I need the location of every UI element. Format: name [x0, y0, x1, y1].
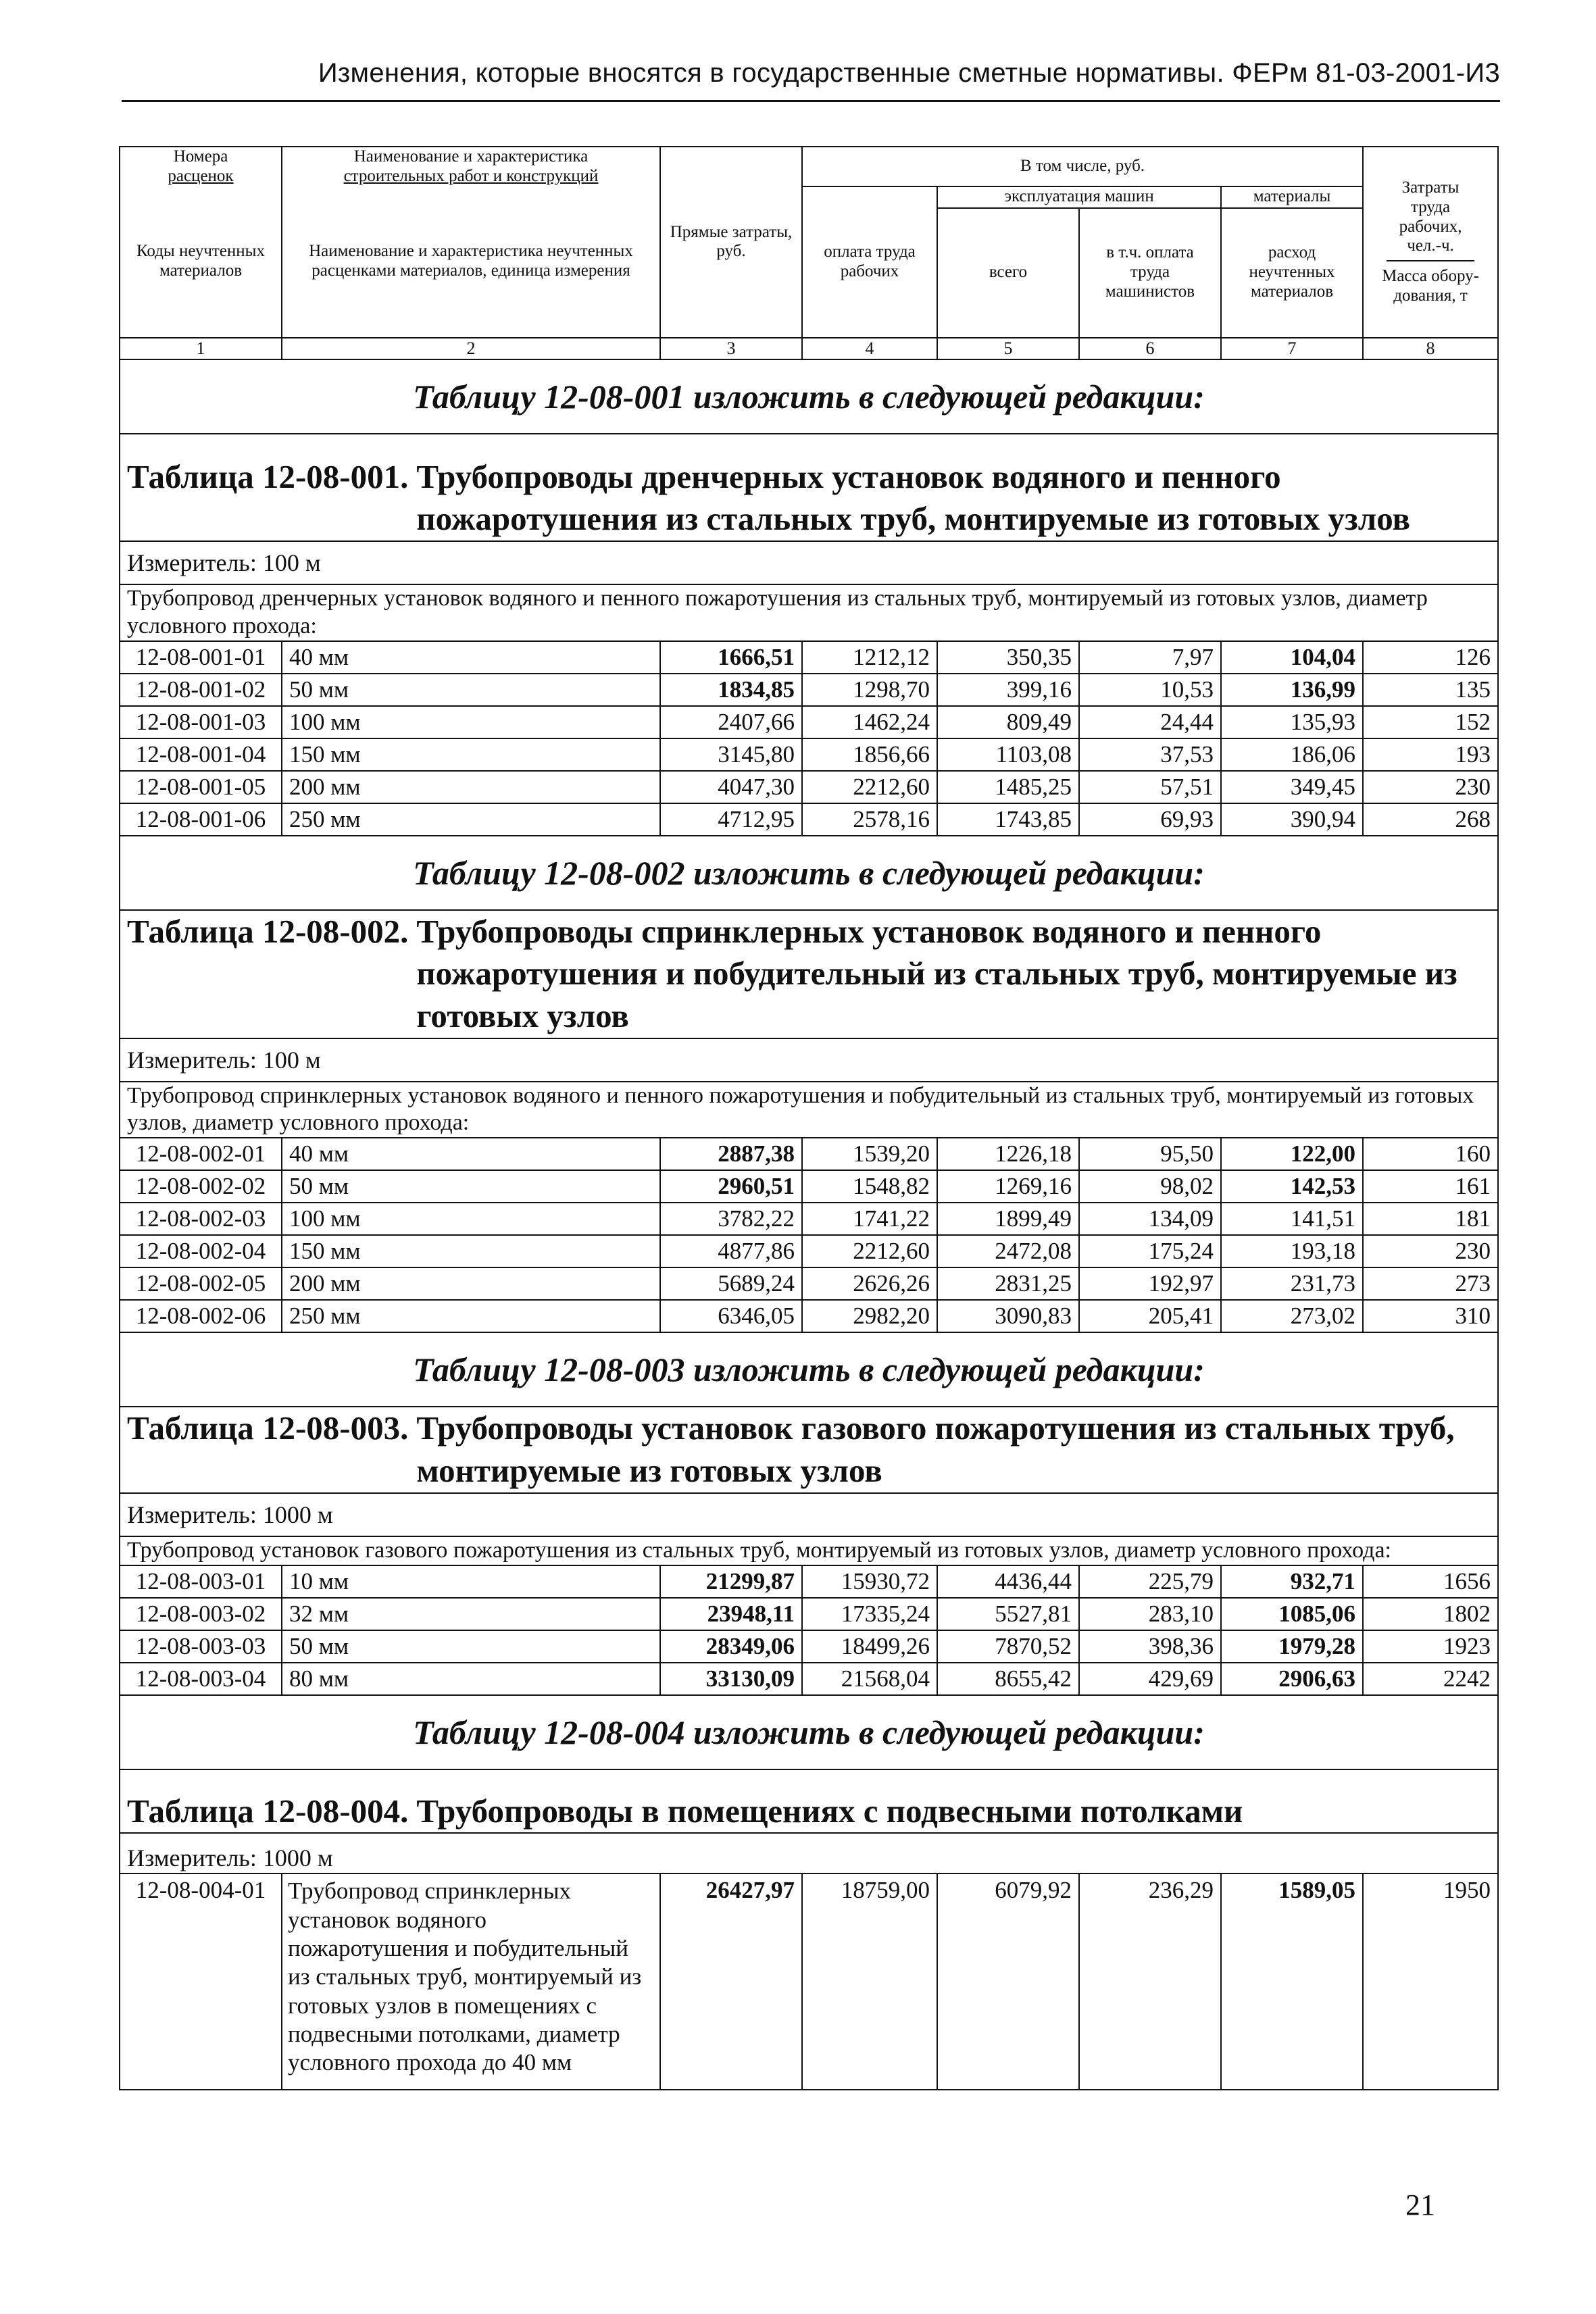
measure-row	[120, 1833, 1498, 1873]
machines-total: 1899,49	[937, 1203, 1079, 1235]
materials-cost: 141,51	[1221, 1203, 1363, 1235]
machinists-pay: 134,09	[1079, 1203, 1221, 1235]
rate-code: 12-08-002-05	[120, 1267, 282, 1300]
table-title-code: Таблица 12-08-001.	[127, 457, 409, 495]
table-row	[120, 803, 1498, 836]
col-head-mass-text: Масса обору-дования, т	[1382, 267, 1479, 305]
table-row	[120, 1138, 1498, 1170]
col-number: 3	[660, 338, 802, 359]
measure-text: Измеритель: 100 м	[120, 541, 1498, 584]
machinists-pay: 236,29	[1079, 1873, 1221, 2090]
rate-name: 200 мм	[282, 771, 660, 803]
labor-pay: 1462,24	[802, 706, 937, 738]
labor-hours: 1923	[1363, 1630, 1498, 1663]
labor-hours: 273	[1363, 1267, 1498, 1300]
col-head-nomera: Номера расценок	[120, 147, 282, 186]
rate-code: 12-08-002-03	[120, 1203, 282, 1235]
col-head-name-top: Наименование и характеристика строительных работ и конструкций	[282, 147, 660, 186]
measure-text: Измеритель: 1000 м	[120, 1493, 1498, 1536]
labor-hours: 193	[1363, 738, 1498, 771]
col-head-name-bottom: Наименование и характеристика неучтенных расценками материалов, единица измерения	[282, 186, 660, 338]
column-header-row-2	[120, 186, 1498, 208]
rate-name: 50 мм	[282, 674, 660, 706]
instruction-row	[120, 836, 1498, 910]
table-title	[120, 1769, 1498, 1834]
direct-costs: 3782,22	[660, 1203, 802, 1235]
measure-text: Измеритель: 1000 м	[120, 1833, 1498, 1873]
machines-total: 6079,92	[937, 1873, 1079, 2090]
direct-costs: 2960,51	[660, 1170, 802, 1203]
materials-cost: 122,00	[1221, 1138, 1363, 1170]
table-title-name: Трубопроводы в помещениях с подвесными потолками	[416, 1792, 1243, 1830]
materials-cost: 1589,05	[1221, 1873, 1363, 2090]
machinists-pay: 398,36	[1079, 1630, 1221, 1663]
col-head-incl: В том числе, руб.	[802, 147, 1363, 186]
labor-pay: 18499,26	[802, 1630, 937, 1663]
table-row	[120, 641, 1498, 674]
labor-pay: 1298,70	[802, 674, 937, 706]
materials-cost: 1979,28	[1221, 1630, 1363, 1663]
machinists-pay: 175,24	[1079, 1235, 1221, 1267]
rate-name: 50 мм	[282, 1630, 660, 1663]
labor-pay: 1856,66	[802, 738, 937, 771]
direct-costs: 21299,87	[660, 1565, 802, 1598]
machines-total: 1485,25	[937, 771, 1079, 803]
rate-name: 100 мм	[282, 1203, 660, 1235]
labor-hours: 152	[1363, 706, 1498, 738]
machinists-pay: 205,41	[1079, 1300, 1221, 1332]
rate-code: 12-08-001-05	[120, 771, 282, 803]
labor-hours: 160	[1363, 1138, 1498, 1170]
machinists-pay: 225,79	[1079, 1565, 1221, 1598]
direct-costs: 23948,11	[660, 1598, 802, 1630]
labor-hours: 230	[1363, 1235, 1498, 1267]
machines-total: 350,35	[937, 641, 1079, 674]
page-number: 21	[1405, 2188, 1435, 2221]
materials-cost: 186,06	[1221, 738, 1363, 771]
instruction-row	[120, 359, 1498, 434]
machines-total: 3090,83	[937, 1300, 1079, 1332]
description-row	[120, 584, 1498, 641]
table-row	[120, 1873, 1498, 2090]
labor-pay: 2626,26	[802, 1267, 937, 1300]
measure-row	[120, 541, 1498, 584]
rate-code: 12-08-003-04	[120, 1663, 282, 1695]
normative-table	[119, 146, 1497, 2090]
machines-total: 1269,16	[937, 1170, 1079, 1203]
rate-name: 100 мм	[282, 706, 660, 738]
labor-pay: 1539,20	[802, 1138, 937, 1170]
direct-costs: 4712,95	[660, 803, 802, 836]
rate-name: 10 мм	[282, 1565, 660, 1598]
labor-hours: 1802	[1363, 1598, 1498, 1630]
materials-cost: 1085,06	[1221, 1598, 1363, 1630]
materials-cost: 142,53	[1221, 1170, 1363, 1203]
rate-code: 12-08-002-04	[120, 1235, 282, 1267]
rate-name: 150 мм	[282, 738, 660, 771]
rate-code: 12-08-001-03	[120, 706, 282, 738]
col-head-direct: Прямые затраты, руб.	[660, 147, 802, 338]
rate-code: 12-08-003-01	[120, 1565, 282, 1598]
col-head-oplata: оплата труда рабочих	[802, 186, 937, 338]
table-title	[120, 1407, 1498, 1492]
machinists-pay: 192,97	[1079, 1267, 1221, 1300]
table-title-code: Таблица 12-08-003.	[127, 1409, 409, 1447]
rate-name: 40 мм	[282, 1138, 660, 1170]
col-head-machines: эксплуатация машин	[937, 186, 1221, 208]
materials-cost: 390,94	[1221, 803, 1363, 836]
measure-row	[120, 1038, 1498, 1082]
table-row	[120, 706, 1498, 738]
machines-total: 5527,81	[937, 1598, 1079, 1630]
instruction-text: Таблицу 12-08-002 изложить в следующей редакции:	[120, 836, 1498, 910]
rate-name: 32 мм	[282, 1598, 660, 1630]
measure-row	[120, 1493, 1498, 1536]
rate-code: 12-08-001-06	[120, 803, 282, 836]
direct-costs: 2887,38	[660, 1138, 802, 1170]
labor-hours: 310	[1363, 1300, 1498, 1332]
materials-cost: 273,02	[1221, 1300, 1363, 1332]
measure-text: Измеритель: 100 м	[120, 1038, 1498, 1082]
labor-pay: 1548,82	[802, 1170, 937, 1203]
labor-pay: 18759,00	[802, 1873, 937, 2090]
labor-hours: 135	[1363, 674, 1498, 706]
col-number: 2	[282, 338, 660, 359]
page-header: Изменения, которые вносятся в государственные сметные нормативы. ФЕРм 81-03-2001-И3	[318, 58, 1500, 88]
machines-total: 4436,44	[937, 1565, 1079, 1598]
table-row	[120, 1235, 1498, 1267]
machinists-pay: 95,50	[1079, 1138, 1221, 1170]
direct-costs: 5689,24	[660, 1267, 802, 1300]
column-header-row-1	[120, 147, 1498, 186]
table-title-code: Таблица 12-08-004.	[127, 1792, 409, 1830]
direct-costs: 28349,06	[660, 1630, 802, 1663]
description-text: Трубопровод установок газового пожаротушения из стальных труб, монтируемый из готовых узлов, диаметр условного прохода:	[120, 1536, 1498, 1565]
table-row	[120, 674, 1498, 706]
machinists-pay: 69,93	[1079, 803, 1221, 836]
col-number: 1	[120, 338, 282, 359]
rate-code: 12-08-004-01	[120, 1873, 282, 2090]
rate-code: 12-08-002-06	[120, 1300, 282, 1332]
materials-cost: 231,73	[1221, 1267, 1363, 1300]
direct-costs: 4047,30	[660, 771, 802, 803]
col-head-vsego: всего	[937, 208, 1079, 338]
description-text: Трубопровод дренчерных установок водяного и пенного пожаротушения из стальных труб, монтируемый из готовых узлов, диаметр условного прохода:	[120, 584, 1498, 641]
labor-pay: 15930,72	[802, 1565, 937, 1598]
table-row	[120, 738, 1498, 771]
rate-code: 12-08-003-02	[120, 1598, 282, 1630]
materials-cost: 104,04	[1221, 641, 1363, 674]
labor-pay: 1741,22	[802, 1203, 937, 1235]
labor-pay: 2212,60	[802, 771, 937, 803]
machinists-pay: 37,53	[1079, 738, 1221, 771]
description-row	[120, 1536, 1498, 1565]
materials-cost: 2906,63	[1221, 1663, 1363, 1695]
machines-total: 2831,25	[937, 1267, 1079, 1300]
col-head-rashod: расход неучтенных материалов	[1221, 208, 1363, 338]
table-title-name: Трубопроводы установок газового пожаротушения из стальных труб, монтируемые из готовых узлов	[416, 1409, 1455, 1489]
instruction-text: Таблицу 12-08-004 изложить в следующей редакции:	[120, 1695, 1498, 1769]
table-row	[120, 1170, 1498, 1203]
table-title-name: Трубопроводы дренчерных установок водяного и пенного пожаротушения из стальных труб, монтируемые из готовых узлов	[416, 457, 1410, 538]
labor-pay: 1212,12	[802, 641, 937, 674]
direct-costs: 33130,09	[660, 1663, 802, 1695]
col-head-labor-text: Затраты труда рабочих, чел.-ч.	[1387, 178, 1474, 261]
rate-name: 200 мм	[282, 1267, 660, 1300]
machinists-pay: 24,44	[1079, 706, 1221, 738]
machinists-pay: 10,53	[1079, 674, 1221, 706]
rate-code: 12-08-001-02	[120, 674, 282, 706]
col-number: 5	[937, 338, 1079, 359]
rate-name: 40 мм	[282, 641, 660, 674]
labor-hours: 181	[1363, 1203, 1498, 1235]
rate-code: 12-08-002-01	[120, 1138, 282, 1170]
table-title-row	[120, 434, 1498, 541]
rate-code: 12-08-002-02	[120, 1170, 282, 1203]
table-row	[120, 1300, 1498, 1332]
direct-costs: 1834,85	[660, 674, 802, 706]
materials-cost: 193,18	[1221, 1235, 1363, 1267]
machinists-pay: 7,97	[1079, 641, 1221, 674]
machines-total: 1103,08	[937, 738, 1079, 771]
col-number: 4	[802, 338, 937, 359]
machinists-pay: 57,51	[1079, 771, 1221, 803]
description-text: Трубопровод спринклерных установок водяного и пенного пожаротушения и побудительный из стальных труб, монтируемый из готовых узлов, диаметр условного прохода:	[120, 1082, 1498, 1138]
table-row	[120, 1663, 1498, 1695]
direct-costs: 6346,05	[660, 1300, 802, 1332]
labor-hours: 230	[1363, 771, 1498, 803]
machines-total: 809,49	[937, 706, 1079, 738]
col-number: 8	[1363, 338, 1498, 359]
machines-total: 1743,85	[937, 803, 1079, 836]
table-title	[120, 434, 1498, 541]
labor-hours: 1656	[1363, 1565, 1498, 1598]
machines-total: 2472,08	[937, 1235, 1079, 1267]
col-number: 7	[1221, 338, 1363, 359]
labor-pay: 2578,16	[802, 803, 937, 836]
table-row	[120, 1267, 1498, 1300]
description-row	[120, 1082, 1498, 1138]
direct-costs: 2407,66	[660, 706, 802, 738]
col-head-machinists: в т.ч. оплата труда машинистов	[1079, 208, 1221, 338]
rate-name: 250 мм	[282, 803, 660, 836]
labor-hours: 161	[1363, 1170, 1498, 1203]
materials-cost: 349,45	[1221, 771, 1363, 803]
instruction-row	[120, 1695, 1498, 1769]
machines-total: 7870,52	[937, 1630, 1079, 1663]
header-rule	[122, 100, 1500, 102]
col-head-materials: материалы	[1221, 186, 1363, 208]
table-title-row	[120, 1769, 1498, 1834]
rate-name: 150 мм	[282, 1235, 660, 1267]
materials-cost: 135,93	[1221, 706, 1363, 738]
table-title-name: Трубопроводы спринклерных установок водяного и пенного пожаротушения и побудительный из стальных труб, монтируемые из готовых узлов	[416, 912, 1457, 1034]
machines-total: 399,16	[937, 674, 1079, 706]
labor-pay: 2212,60	[802, 1235, 937, 1267]
table-row	[120, 1630, 1498, 1663]
table-row	[120, 1203, 1498, 1235]
machines-total: 1226,18	[937, 1138, 1079, 1170]
rate-name: 50 мм	[282, 1170, 660, 1203]
machines-total: 8655,42	[937, 1663, 1079, 1695]
labor-hours: 1950	[1363, 1873, 1498, 2090]
table-row	[120, 771, 1498, 803]
rate-code: 12-08-001-04	[120, 738, 282, 771]
machinists-pay: 98,02	[1079, 1170, 1221, 1203]
labor-hours: 268	[1363, 803, 1498, 836]
table-row	[120, 1565, 1498, 1598]
rate-name: 80 мм	[282, 1663, 660, 1695]
column-number-row	[120, 338, 1498, 359]
rate-name: 250 мм	[282, 1300, 660, 1332]
table-title	[120, 910, 1498, 1038]
instruction-row	[120, 1332, 1498, 1407]
direct-costs: 26427,97	[660, 1873, 802, 2090]
direct-costs: 3145,80	[660, 738, 802, 771]
table-row	[120, 1598, 1498, 1630]
direct-costs: 1666,51	[660, 641, 802, 674]
materials-cost: 932,71	[1221, 1565, 1363, 1598]
rate-name: Трубопровод спринклерных установок водяного пожаротушения и побудительный из стальных труб, монтируемый из готовых узлов в помещениях с подвесными потолками, диаметр условного прохода до 40 мм	[282, 1873, 660, 2090]
machinists-pay: 283,10	[1079, 1598, 1221, 1630]
labor-pay: 17335,24	[802, 1598, 937, 1630]
labor-pay: 21568,04	[802, 1663, 937, 1695]
direct-costs: 4877,86	[660, 1235, 802, 1267]
col-head-kody: Коды неучтенных материалов	[120, 186, 282, 338]
col-number: 6	[1079, 338, 1221, 359]
rate-code: 12-08-001-01	[120, 641, 282, 674]
instruction-text: Таблицу 12-08-001 изложить в следующей редакции:	[120, 359, 1498, 434]
instruction-text: Таблицу 12-08-003 изложить в следующей редакции:	[120, 1332, 1498, 1407]
labor-hours: 126	[1363, 641, 1498, 674]
table-title-row	[120, 910, 1498, 1038]
labor-pay: 2982,20	[802, 1300, 937, 1332]
rate-code: 12-08-003-03	[120, 1630, 282, 1663]
machinists-pay: 429,69	[1079, 1663, 1221, 1695]
table-title-code: Таблица 12-08-002.	[127, 912, 409, 950]
table-title-row	[120, 1407, 1498, 1492]
materials-cost: 136,99	[1221, 674, 1363, 706]
labor-hours: 2242	[1363, 1663, 1498, 1695]
col-head-labor	[1363, 147, 1498, 338]
